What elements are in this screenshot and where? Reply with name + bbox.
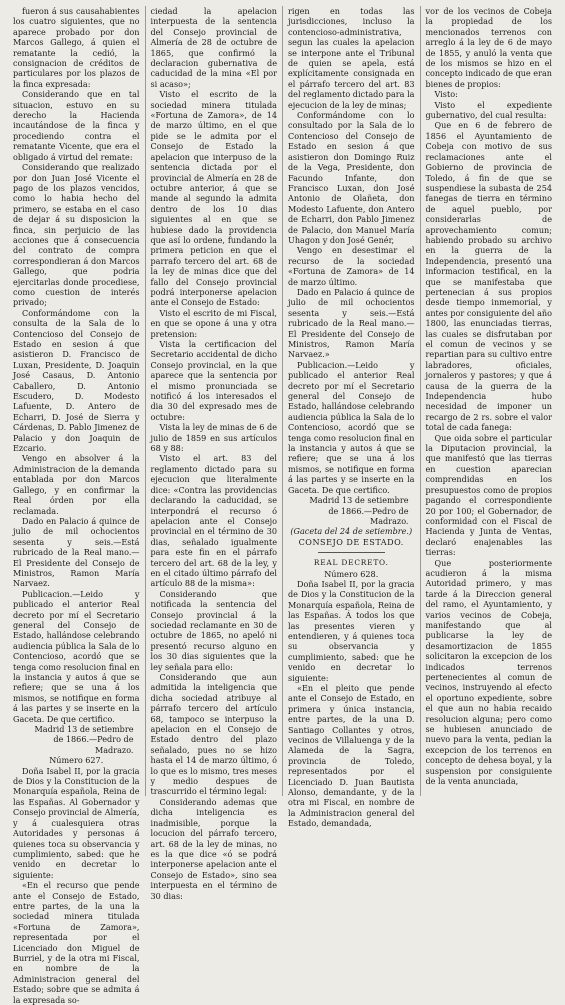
- column-4: [420, 6, 558, 796]
- paragraph: Considerando que aun admitida la inteligencia que dicha sociedad atribuye al párrafo tercero del artículo 68, tampoco se interpuso la apelacion en el Consejo de Estado dentro del plazo señalado, pues no se hizo hasta el 14 de marzo último, ó lo que es lo mismo, tres meses y medio despues de trascurrido el término legal:: [150, 672, 277, 797]
- paragraph: Vengo en absolver á la Administracion de la demanda entablada por don Marcos Gallego, y en confirmar la Real órden por ella reclamada.: [13, 453, 140, 516]
- paragraph: Visto el escrito de la sociedad minera titulada «Fortuna de Zamora», de 14 de marzo último, en el que pide se le admita por el Consejo de Estado la apelacion que interpuso de la sentencia dictada por el provincial de Almería en 28 de octubre anterior, á que se mande al segundo la admita dentro de los 10 dias siguientes al en que se hubiese dado la providencia que así lo ordene, fundando la primera peticion en que el parrafo tercero del art. 68 de la ley de minas dice que del fallo del Consejo provincial podrá interponerse apelacion ante el Consejo de Estado:: [150, 89, 277, 308]
- column-2: [145, 6, 283, 901]
- column-1: [8, 6, 145, 1005]
- paragraph: Que oida sobre el particular la Diputacion provincial, la que manifestó que las tierras en cuestion aparecian comprendidas en los presupuestos como de propios pagando el correspondiente 20 por 100; el Gobernador, de conformidad con el Fiscal de Hacienda y Junta de Ventas, declaró enajenables las tierras:: [425, 432, 552, 558]
- paragraph: Visto el art. 83 del reglamento dictado para su ejecucion que literalmente dice: «Contra las providencias declarando la caducidad, se interpondrá el recurso ó apelacion ante el Consejo provincial en el término de 30 dias, señalado igualmente para este fin en el párrafo tercero del art. 68 de la ley, y en el citado último párrafo del artículo 88 de la misma»:: [150, 453, 277, 589]
- paragraph: Visto:: [434, 89, 458, 100]
- paragraph: Considerando ademas que dicha inteligencia es inadmisible, porque la locucion del párrafo tercero, art. 68 de la ley de minas, no es la que dice «ó se podrá interponerse apelacion ante el Consejo de Estado», sino sea interpuesta en el término de 30 dias:: [150, 796, 277, 901]
- paragraph: ciedad la apelacion interpuesta de la sentencia del Consejo provincial de Almería de 28 de octubre de 1865, que confirmó la declaracion gubernativa de caducidad de la mina «El por si acaso»;: [150, 6, 277, 89]
- paragraph: Visto el escrito de mi Fiscal, en que se opone á una y otra pretension:: [150, 307, 277, 339]
- paragraph: rigen en todas las jurisdicciones, incluso la contencioso-administrativa, segun las cuales la apelacion se interpone ante el Tribunal de quien se apela, está explícitamente consignada en el párrafo tercero del art. 83 del reglamento dictado para la ejecucion de la ley de minas;: [288, 6, 415, 110]
- decree-number: Número 627.: [49, 755, 104, 766]
- paragraph: Considerando que notificada la sentencia del Consejo provincial á la sociedad reclamante en 30 de octubre de 1865, no apeló ni presentó recurso alguno en los 30 dias siguientes que la ley señala para ello:: [150, 588, 277, 672]
- paragraph: Vengo en desestimar el recurso de la sociedad «Fortuna de Zamora» de 14 de marzo último.: [288, 245, 415, 287]
- paragraph: Considerando que en tal situacion, estuvo en su derecho la Hacienda incautándose de la finca y procediendo contra el rematante Vicente, que era el obligado á virtud del remate:: [13, 89, 140, 162]
- paragraph: «En el recurso que pende ante el Consejo de Estado, entre partes, de la una la sociedad minera titulada «Fortuna de Zamora», representada por el Licenciado don Miguel de Burriel, y de la otra mi Fiscal, en nombre de la Administracion general del Estado; sobre que se admita á la expresada so-: [13, 880, 140, 1005]
- decree-number: Número 628.: [324, 568, 379, 579]
- paragraph: Doña Isabel II, por la gracia de Dios y la Constitucion de la Monarquía española, Reina de las Españas. Á todos los que las presentes vieren y entendieren, y á quienes toca su observancia y cumplimiento, sabed: que he venido en decretar lo siguiente:: [288, 578, 415, 683]
- paragraph: Dado en Palacio á quince de julio de mil ochocientos sesenta y seis.—Está rubricado de la Real mano.—El Presidente del Consejo de Ministros, Ramon María Narvaez.: [13, 515, 140, 589]
- signature-line: Madrid 13 de setiembre de 1866.—Pedro de Madrazo.: [34, 724, 134, 755]
- column-3: [282, 6, 420, 829]
- paragraph: vor de los vecinos de Cobeja la propiedad de los mencionados terrenos con arreglo á la ley de 6 de mayo de 1855, y anuló la venta que de los mismos se hizo en el concepto indicado de que eran bienes de propios:: [425, 6, 552, 89]
- paragraph: Publicacion.—Leido y publicado el anterior Real decreto por mí el Secretario general del Consejo de Estado, hallándose celebrando audiencia pública la Sala de lo Contencioso, acordó que se tenga como resolucion final en la instancia y autos á que se refiere; que se una á los mismos, se notifique en forma á las partes y se inserte en la Gaceta. De que certifico.: [288, 359, 415, 495]
- paragraph: Considerando que realizado por don Juan José Vicente el pago de los plazos vencidos, como lo habia hecho del primero, se estaba en el caso de dejar á su disposicion la finca, sin perjuicio de las acciones que á consecuencia del contrato de compra correspondieran á don Marcos Gallego, que podria ejercitarlas donde procediese, como cuestion de interés privado;: [13, 162, 140, 308]
- paragraph: Que posteriormente acudieron á la misma Autoridad primero, y mas tarde á la Direccion general del ramo, el Ayuntamiento, y varios vecinos de Cobeja, manifestando que al publicarse la ley de desamortizacion de 1855 solicitaron la excepcion de los indicados terrenos pertenecientes al comun de vecinos, instruyendo al efecto el oportuno expediente, sobre el que aun no habia recaido resolucion alguna; pero como se hubiesen anunciado de nuevo para la venta, pedian la excepcion de los terrenos en concepto de dehesa boyal, y la suspension por consiguiente de la venta anunciada,: [425, 557, 552, 787]
- paragraph: Que en 6 de febrero de 1856 el Ayuntamiento de Cobeja con motivo de sus reclamaciones ante el Gobierno de provincia de Toledo, á fin de que se suspendiese la subasta de 254 fanegas de tierra en término de aquel pueblo, por considerarlas de aprovechamiento comun; habiendo probado su archivo en la guerra de la Independencia, presentó una informacion testifical, en la que se manifestaba que pertenecian á sus propios desde tiempo inmemorial, y antes por consiguiente del año 1800, las enunciadas tierras, las cuales se disfrutaban por el comun de vecinos y se repartian para su cultivo entre labradores, oficiales, jornaleros y pastores; y que á causa de la guerra de la Independencia hubo necesidad de imponer un recargo de 2 rs. sobre el valor total de cada fanega:: [425, 120, 552, 433]
- paragraph: Visto el expediente gubernativo, del cual resulta:: [425, 99, 552, 121]
- signature-line: Madrid 13 de setiembre de 1866.—Pedro de Madrazo.: [309, 495, 409, 526]
- paragraph: Vista la certificacion del Secretario accidental de dicho Consejo provincial, en la que aparece que la sentencia por el mismo pronunciada se notificó á los interesados el dia 30 del expresado mes de octubre:: [150, 339, 277, 422]
- gaceta-reference: (Gaceta del 24 de setiembre.): [290, 526, 413, 537]
- section-divider: [318, 552, 385, 553]
- paragraph: fueron á sus causahabientes los cuatro siguientes, que no aparece probado por don Marcos Gallego, á quien el rematante la cedió, la consignacion de créditos de particulares por los plazos de la finca expresada:: [13, 6, 140, 89]
- paragraph: «En el pleito que pende ante el Consejo de Estado, en primera y única instancia, entre partes, de la una D. Santiago Collantes y otros, vecinos de Villaluenga y de la Alameda de la Sagra, provincia de Toledo, representados por el Licenciado D. Juan Bautista Alonso, demandante, y de la otra mi Fiscal, en nombre de la Administracion general del Estado, demandada,: [288, 683, 415, 829]
- paragraph: Doña Isabel II, por la gracia de Dios y la Constitucion de la Monarquía española, Reina de las Españas. Al Gobernador y Consejo provincial de Almería, y á cualesquiera otras Autoridades y personas á quienes toca su observancia y cumplimiento, sabed: que he venido en decretar lo siguiente:: [13, 765, 140, 880]
- decree-subheading: REAL DECRETO.: [313, 558, 389, 568]
- paragraph: Conformándome con la consulta de la Sala de lo Contencioso del Consejo de Estado en sesion á que asistieron D. Francisco de Luxan, Presidente, D. Joaquin José Casaus, D. Antonio Caballero, D. Antonio Escudero, D. Modesto Lafuente, D. Antero de Echarri, D. José de Sierra y Cárdenas, D. Pablo Jimenez de Palacio y don Joaquin de Ezcario.: [13, 307, 140, 454]
- paragraph: Conformándome con lo consultado por la Sala de lo Contencioso del Consejo de Estado en sesion á que asistieron don Domingo Ruiz de la Vega, Presidente, don Facundo Infante, don Francisco Luxan, don José Antonio de Olañeta, don Modesto Lafuente, don Antero de Echarri, don Pablo Jimenez de Palacio, don Manuel María Uhagon y don José Genér,: [288, 110, 415, 245]
- paragraph: Vista la ley de minas de 6 de julio de 1859 en sus artículos 68 y 88:: [150, 422, 277, 454]
- paragraph: Dado en Palacio á quince de julio de mil ochocientos sesenta y seis.—Está rubricado de la Real mano.—El Presidente del Consejo de Ministros, Ramon María Narvaez.»: [288, 286, 415, 360]
- text-columns: [8, 6, 557, 1005]
- paragraph: Publicacion.—Leido y publicado el anterior Real decreto por mí el Secretario general del Consejo de Estado, hallándose celebrando audiencia pública la Sala de lo Contencioso, acordó que se tenga como resolucion final en la instancia y autos á que se refiere; que se una á los mismos, se notifique en forma á las partes y se inserte en la Gaceta. De que certifico.: [13, 588, 140, 724]
- section-heading: CONSEJO DE ESTADO.: [298, 536, 404, 547]
